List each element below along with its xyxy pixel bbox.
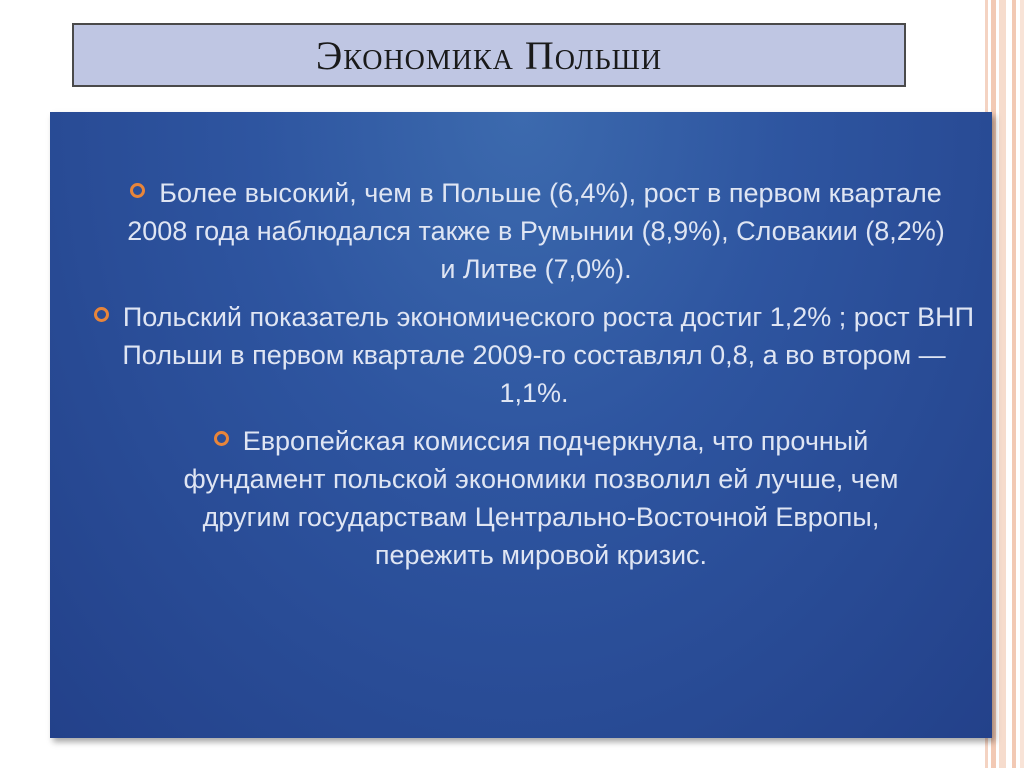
- bullet-item: [50, 174, 992, 288]
- bullet-text: Европейская комиссия подчеркнула, что прочный фундамент польской экономики позволил ей лучше, чем другим государствам Центрально-Восточной Европы, пережить мировой кризис.: [183, 426, 899, 570]
- bullet-item: [50, 422, 992, 574]
- title-box: [72, 23, 906, 87]
- ring-bullet-icon: [214, 431, 229, 446]
- stripe: [999, 0, 1006, 768]
- bullet-text: Польский показатель экономического роста достиг 1,2% ; рост ВНП Польши в первом квартале 2009-го составлял 0,8, а во втором — 1,1%.: [122, 302, 975, 408]
- bullet-item: [50, 298, 992, 412]
- ring-bullet-icon: [130, 183, 145, 198]
- content-panel: [50, 112, 992, 738]
- stripe: [1012, 0, 1016, 768]
- bullet-text: Более высокий, чем в Польше (6,4%), рост в первом кварталe 2008 года наблюдался также в Румынии (8,9%), Словакии (8,2%) и Литве (7,0%).: [127, 178, 945, 284]
- stripe: [1020, 0, 1024, 768]
- bullet-list: [50, 174, 992, 584]
- slide-title: Экономика Польши: [315, 32, 663, 78]
- ring-bullet-icon: [94, 307, 109, 322]
